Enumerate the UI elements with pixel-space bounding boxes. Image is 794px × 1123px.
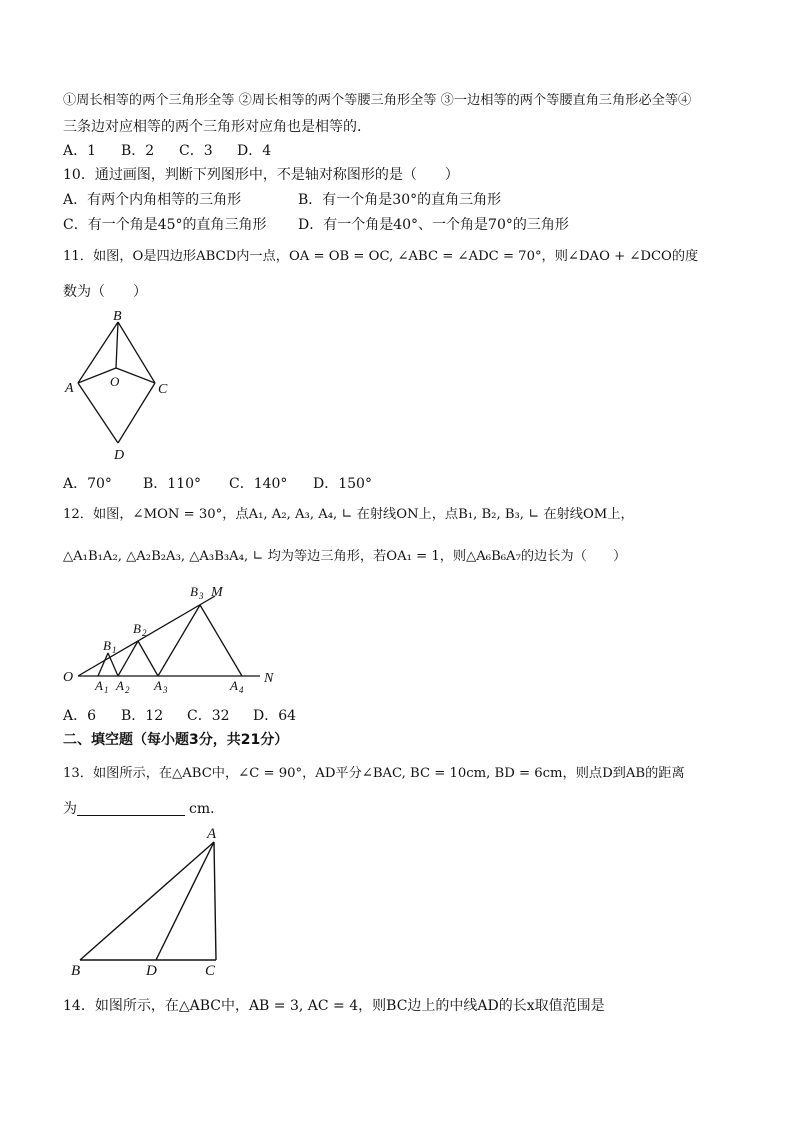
q11-stem: 11．如图，O是四边形ABCD内一点，OA = OB = OC, ∠ABC = ∠ADC = 70°，则∠DAO + ∠DCO的度 [63, 249, 699, 264]
q13-triangle-figure [66, 820, 236, 980]
q12-stem: 12．如图，∠MON = 30°，点A₁, A₂, A₃, A₄, ∟ 在射线ON上，点B₁, B₂, B₃, ∟ 在射线OM上， [63, 507, 634, 522]
q12-label-a4: A [230, 678, 238, 693]
q11-quadrilateral-figure [60, 306, 180, 464]
q13-label-d: D [146, 963, 157, 979]
q14-stem: 14．如图所示，在△ABC中，AB = 3, AC = 4，则BC边上的中线AD的长x取值范围是 [63, 998, 605, 1014]
q10-option-b: B．有一个角是30°的直角三角形 [298, 192, 502, 208]
q11-options [63, 475, 372, 493]
q13-answer-blank [77, 801, 185, 816]
q11-label-a: A [65, 381, 74, 396]
q12-label-a1-sub: 1 [104, 685, 109, 695]
q12-label-a2: A [116, 678, 124, 693]
q9-option-b: B．2 [121, 143, 155, 159]
q12-label-b1: B [103, 638, 111, 653]
q13-prefix: 为 [63, 801, 77, 817]
q9-statement-line1: ①周长相等的两个三角形全等 ②周长相等的两个等腰三角形全等 ③一边相等的两个等腰直角三角形必全等④ [63, 93, 692, 108]
q9-option-d: D．4 [237, 143, 272, 159]
q12-label-b3: B [190, 584, 198, 599]
q13-stem: 13．如图所示，在△ABC中，∠C = 90°，AD平分∠BAC, BC = 10cm, BD = 6cm，则点D到AB的距离 [63, 766, 685, 781]
q9-options [63, 142, 271, 160]
q12-option-a: A．6 [63, 708, 97, 724]
q12-option-c: C．32 [187, 708, 230, 724]
q13-label-c: C [205, 963, 216, 979]
q12-option-d: D．64 [253, 708, 297, 724]
q11-label-d: D [114, 448, 125, 463]
q12-options [63, 707, 296, 725]
q13-label-a: A [207, 826, 217, 842]
q12-stem-line2: △A₁B₁A₂, △A₂B₂A₃, △A₃B₃A₄, ∟ 均为等边三角形，若OA₁ = 1，则△A₆B₆A₇的边长为（ ） [63, 549, 627, 564]
q10-option-c: C．有一个角是45°的直角三角形 [63, 217, 267, 233]
q13-label-b: B [71, 963, 81, 979]
q12-label-n: N [264, 671, 274, 686]
q9-option-c: C．3 [179, 143, 213, 159]
q10-stem: 10．通过画图，判断下列图形中，不是轴对称图形的是（ ） [63, 167, 459, 183]
q11-label-c: C [158, 382, 168, 397]
q12-label-a1: A [95, 678, 103, 693]
q12-label-a3-sub: 3 [163, 685, 168, 695]
q12-equilateral-triangles-figure [60, 580, 290, 700]
q11-label-o: O [110, 374, 120, 389]
q12-label-a2-sub: 2 [125, 685, 130, 695]
q10-option-d: D．有一个角是40°、一个角是70°的三角形 [298, 217, 569, 233]
q9-statement-line2: 三条边对应相等的两个三角形对应角也是相等的. [63, 119, 362, 135]
q11-stem-line2: 数为（ ） [63, 284, 147, 300]
q12-label-b2-sub: 2 [142, 628, 147, 638]
q12-label-b2: B [133, 621, 141, 636]
q9-option-a: A．1 [63, 143, 97, 159]
q13-answer-line [63, 800, 224, 818]
q11-option-c: C．140° [229, 476, 288, 492]
q12-label-o: O [63, 670, 74, 685]
q12-label-b3-sub: 3 [199, 591, 204, 601]
section-heading-fill-in: 二、填空题（每小题3分，共21分） [63, 732, 289, 748]
q11-option-a: A．70° [63, 476, 112, 492]
q12-label-m: M [211, 585, 223, 600]
q13-unit: cm． [189, 801, 225, 817]
q12-option-b: B．12 [121, 708, 164, 724]
q11-label-b: B [113, 309, 122, 324]
q10-option-a: A．有两个内角相等的三角形 [63, 192, 242, 208]
q12-label-b1-sub: 1 [112, 645, 117, 655]
q11-option-b: B．110° [143, 476, 202, 492]
q12-label-a4-sub: 4 [239, 685, 244, 695]
q12-label-a3: A [154, 678, 162, 693]
q11-option-d: D．150° [313, 476, 372, 492]
